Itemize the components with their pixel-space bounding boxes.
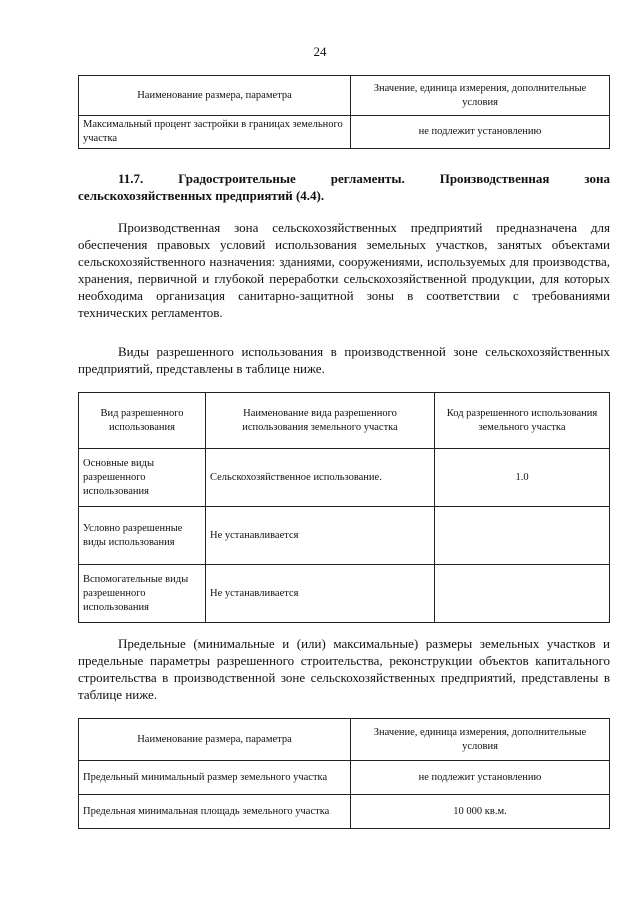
use-row-name: Не устанавливается bbox=[206, 565, 435, 623]
paragraph-2: Виды разрешенного использования в производственной зоне сельскохозяйственных предприятий, представлены в таблице ниже. bbox=[78, 344, 610, 376]
section-number: 11.7. bbox=[118, 171, 144, 186]
parameters-table-bottom bbox=[78, 718, 610, 829]
use-row-name: Сельскохозяйственное использование. bbox=[206, 449, 435, 507]
paragraph-3: Предельные (минимальные и (или) максимальные) размеры земельных участков и предельные параметры разрешенного строительства, реконструкции объектов капитального строительства в производственной зоне сельскохозяйственных предприятий, представлены в таблице ниже. bbox=[78, 636, 610, 702]
use-row-type: Основные виды разрешенного использования bbox=[79, 449, 206, 507]
header-value-cell: Значение, единица измерения, дополнительные условия bbox=[351, 719, 610, 761]
header-value-cell: Значение, единица измерения, дополнительные условия bbox=[351, 76, 610, 116]
use-row-name: Не устанавливается bbox=[206, 507, 435, 565]
use-header-code: Код разрешенного использования земельного участка bbox=[435, 393, 610, 449]
row-value-cell: 10 000 кв.м. bbox=[351, 795, 610, 829]
use-row-code bbox=[435, 507, 610, 565]
parameters-table-top bbox=[78, 75, 610, 149]
row-value-cell: не подлежит установлению bbox=[351, 116, 610, 149]
row-name-cell: Предельная минимальная площадь земельного участка bbox=[79, 795, 351, 829]
permitted-use-table bbox=[78, 392, 610, 623]
row-name-cell: Максимальный процент застройки в границах земельного участка bbox=[79, 116, 351, 149]
use-header-name: Наименование вида разрешенного использования земельного участка bbox=[206, 393, 435, 449]
use-row-code bbox=[435, 565, 610, 623]
use-row-code: 1.0 bbox=[435, 449, 610, 507]
section-heading bbox=[78, 170, 610, 204]
row-name-cell: Предельный минимальный размер земельного участка bbox=[79, 761, 351, 795]
section-title: Градостроительные регламенты. Производственная зона сельскохозяйственных предприятий (4.4). bbox=[78, 171, 610, 203]
row-value-cell: не подлежит установлению bbox=[351, 761, 610, 795]
use-row-type: Вспомогательные виды разрешенного использования bbox=[79, 565, 206, 623]
use-header-type: Вид разрешенного использования bbox=[79, 393, 206, 449]
header-name-cell: Наименование размера, параметра bbox=[79, 719, 351, 761]
header-name-cell: Наименование размера, параметра bbox=[79, 76, 351, 116]
page-number: 24 bbox=[313, 44, 327, 59]
paragraph-1: Производственная зона сельскохозяйственных предприятий предназначена для обеспечения правовых условий использования земельных участков, занятых объектами сельскохозяйственного назначения: зданиями, сооружениями, используемых для производства, хранения, первичной и глубокой переработки сельскохозяйственной продукции, для которых необходима организация санитарно-защитной зоны в соответствии с требованиями технических регламентов. bbox=[78, 220, 610, 320]
use-row-type: Условно разрешенные виды использования bbox=[79, 507, 206, 565]
